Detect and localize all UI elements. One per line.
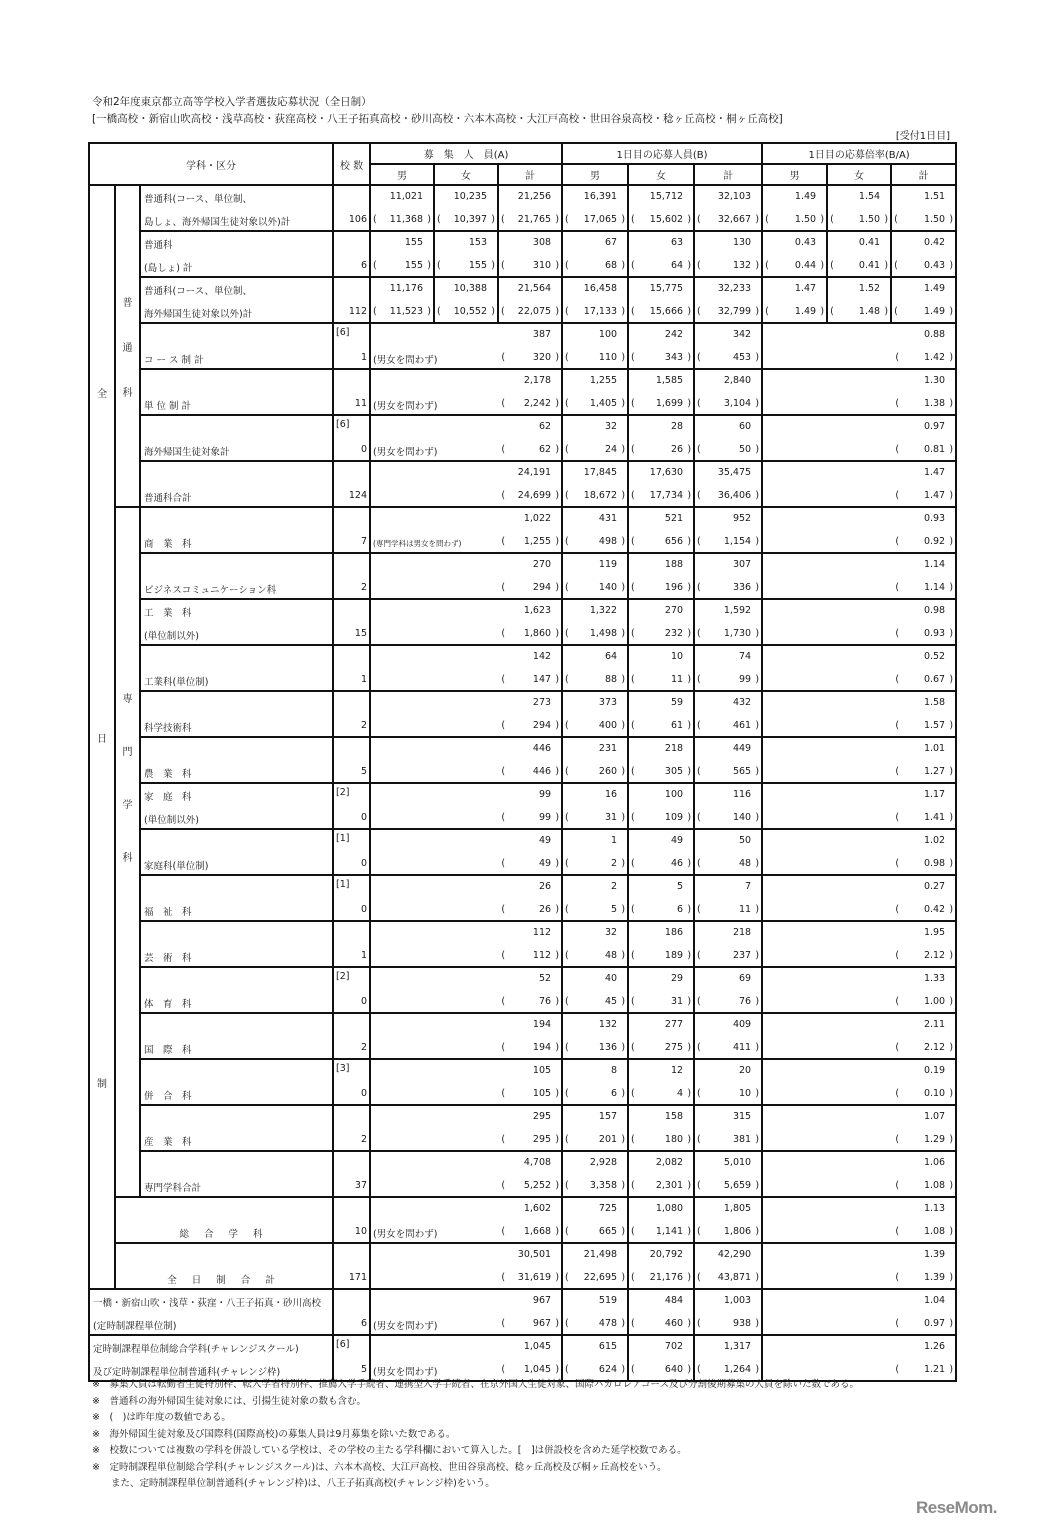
table-row [89, 599, 956, 645]
applicants-cell: 49 ( 46 ) [628, 829, 694, 875]
table-row [89, 1243, 956, 1289]
applicants-cell: 1,592 ( 1,730 ) [694, 599, 762, 645]
senmongakka-label: 専 門 学 科 [115, 507, 140, 1197]
applicants-cell: 188 ( 196 ) [628, 553, 694, 599]
table-row [89, 231, 956, 277]
applicants-cell: 1,805 ( 1,806 ) [694, 1197, 762, 1243]
applicants-cell: 32 ( 48 ) [562, 921, 628, 967]
applicants-cell: 431 ( 498 ) [562, 507, 628, 553]
school-count: 2 [333, 691, 370, 737]
applicants-cell: 100 ( 110 ) [562, 323, 628, 369]
applicants-cell: 1,322 ( 1,498 ) [562, 599, 628, 645]
applicants-cell: 2,928 ( 3,358 ) [562, 1151, 628, 1197]
applicants-cell: 119 ( 140 ) [562, 553, 628, 599]
capacity-total-cell: 24,191 ( 24,699 ) [370, 461, 562, 507]
table-row [89, 507, 956, 553]
header-b-male: 男 [562, 164, 628, 185]
row-label: 普通科合計 [140, 461, 333, 507]
applicants-cell: 130 ( 132 ) [694, 231, 762, 277]
applicants-cell: 42,290 ( 43,871 ) [694, 1243, 762, 1289]
school-count: 10 [333, 1197, 370, 1243]
school-count: 2 [333, 1013, 370, 1059]
header-a-total: 計 [498, 164, 562, 185]
capacity-total-cell: 99 ( 99 ) [370, 783, 562, 829]
ratio-total-cell: 1.58 ( 1.57 ) [762, 691, 956, 737]
row-label: 芸 術 科 [140, 921, 333, 967]
footnote: ※ 募集人員は転勤者生徒特別枠、転入学者特別枠、推薦入学手続者、連携型入学手続者、在京外国人生徒対象、国際バカロレアコース及び分割後期募集の人員を除いた数である。 [92, 1379, 860, 1390]
school-count: 2 [333, 1105, 370, 1151]
capacity-total-cell: 446 ( 446 ) [370, 737, 562, 783]
capacity-cell: 10,388 ( 10,552 ) [434, 277, 498, 323]
capacity-total-cell: 273 ( 294 ) [370, 691, 562, 737]
applicants-cell: 15,775 ( 15,666 ) [628, 277, 694, 323]
school-count: [6] 5 [333, 1335, 370, 1381]
table-row [89, 1151, 956, 1197]
ratio-total-cell: 0.19 ( 0.10 ) [762, 1059, 956, 1105]
applicants-cell: 50 ( 48 ) [694, 829, 762, 875]
table-row [89, 783, 956, 829]
applicants-cell: 1,317 ( 1,264 ) [694, 1335, 762, 1381]
applicants-cell: 67 ( 68 ) [562, 231, 628, 277]
school-count: 15 [333, 599, 370, 645]
footnote: ※ 校数については複数の学科を併設している学校は、その学校の主たる学科欄において算入した。[ ]は併設校を含めた延学校数である。 [92, 1445, 687, 1456]
ratio-total-cell: 0.97 ( 0.81 ) [762, 415, 956, 461]
table-row [89, 1289, 956, 1335]
capacity-total-cell: 49 ( 49 ) [370, 829, 562, 875]
applicants-cell: 132 ( 136 ) [562, 1013, 628, 1059]
capacity-total-cell: 1,623 ( 1,860 ) [370, 599, 562, 645]
row-label: 科学技術科 [140, 691, 333, 737]
capacity-total-cell: 4,708 ( 5,252 ) [370, 1151, 562, 1197]
table-row [89, 1105, 956, 1151]
school-count: 1 [333, 645, 370, 691]
applicants-cell: 1,003 ( 938 ) [694, 1289, 762, 1335]
ratio-total-cell: 1.95 ( 2.12 ) [762, 921, 956, 967]
ratio-total-cell: 1.07 ( 1.29 ) [762, 1105, 956, 1151]
capacity-cell: 308 ( 310 ) [498, 231, 562, 277]
applicants-cell: 20,792 ( 21,176 ) [628, 1243, 694, 1289]
table-row [89, 415, 956, 461]
applicants-cell: 158 ( 180 ) [628, 1105, 694, 1151]
school-count: 5 [333, 737, 370, 783]
capacity-total-cell: 26 ( 26 ) [370, 875, 562, 921]
row-label: 農 業 科 [140, 737, 333, 783]
futsuka-label: 普 通 科 [115, 185, 140, 507]
row-label: 体 育 科 [140, 967, 333, 1013]
capacity-cell: 21,256 ( 21,765 ) [498, 185, 562, 231]
row-label: 全 日 制 合 計 [115, 1243, 333, 1289]
ratio-total-cell: 1.17 ( 1.41 ) [762, 783, 956, 829]
school-count: 6 [333, 231, 370, 277]
applicants-cell: 2,840 ( 3,104 ) [694, 369, 762, 415]
table-row [89, 553, 956, 599]
school-count: [6] 1 [333, 323, 370, 369]
header-applicants-b: 1日目の応募人員(B) [562, 143, 762, 164]
footnotes [92, 1377, 859, 1493]
header-b-total: 計 [694, 164, 762, 185]
footnote: また、定時制課程単位制普通科(チャレンジ枠)は、八王子拓真高校(チャレンジ枠)をいう。 [92, 1478, 495, 1489]
applicants-cell: 5 ( 6 ) [628, 875, 694, 921]
applicants-cell: 307 ( 336 ) [694, 553, 762, 599]
school-count: [2] 0 [333, 967, 370, 1013]
applicants-cell: 32,233 ( 32,799 ) [694, 277, 762, 323]
applicants-cell: 17,630 ( 17,734 ) [628, 461, 694, 507]
applicants-cell: 20 ( 10 ) [694, 1059, 762, 1105]
header-r-male: 男 [762, 164, 827, 185]
application-status-table [88, 142, 957, 1382]
applicants-cell: 952 ( 1,154 ) [694, 507, 762, 553]
ratio-cell: 1.49 ( 1.50 ) [762, 185, 827, 231]
ratio-total-cell: 1.01 ( 1.27 ) [762, 737, 956, 783]
header-r-total: 計 [891, 164, 956, 185]
receipt-day-label: [受付1日目] [895, 131, 950, 142]
table-row [89, 369, 956, 415]
school-count: 7 [333, 507, 370, 553]
applicants-cell: 432 ( 461 ) [694, 691, 762, 737]
footnote: ※ 海外帰国生徒対象及び国際科(国際高校)の募集人員は9月募集を除いた数である。 [92, 1428, 456, 1440]
table-row [89, 1197, 956, 1243]
applicants-cell: 725 ( 665 ) [562, 1197, 628, 1243]
school-list-subtitle: [一橋高校・新宿山吹高校・浅草高校・荻窪高校・八王子拓真高校・砂川高校・六本木高校・大江戸高校・世田谷泉高校・稔ヶ丘高校・桐ヶ丘高校] [92, 113, 783, 125]
row-label: ビジネスコミュニケーション科 [140, 553, 333, 599]
school-count: [3] 0 [333, 1059, 370, 1105]
row-label: 家 庭 科 (単位制以外) [140, 783, 333, 829]
applicants-cell: 484 ( 460 ) [628, 1289, 694, 1335]
capacity-total-cell: (専門学科は男女を問わず) 1,022 ( 1,255 ) [370, 507, 562, 553]
applicants-cell: 157 ( 201 ) [562, 1105, 628, 1151]
ratio-total-cell: 0.52 ( 0.67 ) [762, 645, 956, 691]
table-row [89, 323, 956, 369]
ratio-cell: 1.52 ( 1.48 ) [827, 277, 891, 323]
zennichisei-label: 全 日 制 [89, 185, 115, 1289]
row-label: 家庭科(単位制) [140, 829, 333, 875]
capacity-total-cell: 30,501 ( 31,619 ) [370, 1243, 562, 1289]
applicants-cell: 32 ( 24 ) [562, 415, 628, 461]
ratio-total-cell: 1.13 ( 1.08 ) [762, 1197, 956, 1243]
row-label: 専門学科合計 [140, 1151, 333, 1197]
ratio-total-cell: 0.93 ( 0.92 ) [762, 507, 956, 553]
capacity-cell: 155 ( 155 ) [370, 231, 434, 277]
applicants-cell: 218 ( 237 ) [694, 921, 762, 967]
applicants-cell: 521 ( 656 ) [628, 507, 694, 553]
row-label: 工業科(単位制) [140, 645, 333, 691]
capacity-total-cell: 105 ( 105 ) [370, 1059, 562, 1105]
applicants-cell: 277 ( 275 ) [628, 1013, 694, 1059]
capacity-cell: 11,021 ( 11,368 ) [370, 185, 434, 231]
row-label: 単 位 制 計 [140, 369, 333, 415]
ratio-total-cell: 1.26 ( 1.21 ) [762, 1335, 956, 1381]
applicants-cell: 40 ( 45 ) [562, 967, 628, 1013]
table-row [89, 737, 956, 783]
header-capacity-a: 募 集 人 員(A) [370, 143, 562, 164]
ratio-total-cell: 1.06 ( 1.08 ) [762, 1151, 956, 1197]
ratio-total-cell: 0.98 ( 0.93 ) [762, 599, 956, 645]
applicants-cell: 218 ( 305 ) [628, 737, 694, 783]
header-b-female: 女 [628, 164, 694, 185]
ratio-total-cell: 1.33 ( 1.00 ) [762, 967, 956, 1013]
ratio-total-cell: 0.88 ( 1.42 ) [762, 323, 956, 369]
ratio-total-cell: 1.14 ( 1.14 ) [762, 553, 956, 599]
capacity-total-cell: (男女を問わず) 1,602 ( 1,668 ) [370, 1197, 562, 1243]
applicants-cell: 449 ( 565 ) [694, 737, 762, 783]
document-title: 令和2年度東京都立高等学校入学者選抜応募状況（全日制） [92, 96, 372, 108]
capacity-total-cell: (男女を問わず) 2,178 ( 2,242 ) [370, 369, 562, 415]
applicants-cell: 2 ( 5 ) [562, 875, 628, 921]
applicants-cell: 1,080 ( 1,141 ) [628, 1197, 694, 1243]
row-label: 普通科 (島しょ) 計 [140, 231, 333, 277]
row-label: 普通科(コース、単位制、 海外帰国生徒対象以外)計 [140, 277, 333, 323]
header-schools: 校 数 [333, 143, 370, 185]
ratio-total-cell: 1.47 ( 1.47 ) [762, 461, 956, 507]
applicants-cell: 342 ( 453 ) [694, 323, 762, 369]
applicants-cell: 21,498 ( 22,695 ) [562, 1243, 628, 1289]
table-row [89, 1335, 956, 1381]
applicants-cell: 1 ( 2 ) [562, 829, 628, 875]
ratio-total-cell: 0.27 ( 0.42 ) [762, 875, 956, 921]
applicants-cell: 7 ( 11 ) [694, 875, 762, 921]
applicants-cell: 17,845 ( 18,672 ) [562, 461, 628, 507]
header-r-female: 女 [827, 164, 891, 185]
capacity-cell: 21,564 ( 22,075 ) [498, 277, 562, 323]
applicants-cell: 32,103 ( 32,667 ) [694, 185, 762, 231]
applicants-cell: 615 ( 624 ) [562, 1335, 628, 1381]
resemom-logo: ReseMom. [915, 1498, 997, 1517]
row-label: 商 業 科 [140, 507, 333, 553]
applicants-cell: 29 ( 31 ) [628, 967, 694, 1013]
table-row [89, 1013, 956, 1059]
applicants-cell: 28 ( 26 ) [628, 415, 694, 461]
school-count: [1] 0 [333, 829, 370, 875]
ratio-total-cell: 1.39 ( 1.39 ) [762, 1243, 956, 1289]
ratio-total-cell: 1.04 ( 0.97 ) [762, 1289, 956, 1335]
applicants-cell: 12 ( 4 ) [628, 1059, 694, 1105]
applicants-cell: 100 ( 109 ) [628, 783, 694, 829]
school-count: 37 [333, 1151, 370, 1197]
school-count: [2] 0 [333, 783, 370, 829]
capacity-cell: 153 ( 155 ) [434, 231, 498, 277]
table-row [89, 967, 956, 1013]
applicants-cell: 60 ( 50 ) [694, 415, 762, 461]
ratio-cell: 0.42 ( 0.43 ) [891, 231, 956, 277]
ratio-cell: 0.43 ( 0.44 ) [762, 231, 827, 277]
row-label: 総 合 学 科 [115, 1197, 333, 1243]
table-row [89, 921, 956, 967]
capacity-total-cell: 270 ( 294 ) [370, 553, 562, 599]
applicants-cell: 16,391 ( 17,065 ) [562, 185, 628, 231]
table-row [89, 1059, 956, 1105]
ratio-cell: 0.41 ( 0.41 ) [827, 231, 891, 277]
applicants-cell: 702 ( 640 ) [628, 1335, 694, 1381]
school-count: 106 [333, 185, 370, 231]
applicants-cell: 231 ( 260 ) [562, 737, 628, 783]
row-label: 併 合 科 [140, 1059, 333, 1105]
capacity-cell: 10,235 ( 10,397 ) [434, 185, 498, 231]
table-row [89, 691, 956, 737]
applicants-cell: 5,010 ( 5,659 ) [694, 1151, 762, 1197]
capacity-total-cell: (男女を問わず) 62 ( 62 ) [370, 415, 562, 461]
applicants-cell: 409 ( 411 ) [694, 1013, 762, 1059]
ratio-total-cell: 1.02 ( 0.98 ) [762, 829, 956, 875]
ratio-cell: 1.49 ( 1.49 ) [891, 277, 956, 323]
applicants-cell: 64 ( 88 ) [562, 645, 628, 691]
table-row [89, 461, 956, 507]
capacity-total-cell: 194 ( 194 ) [370, 1013, 562, 1059]
school-count: 1 [333, 921, 370, 967]
school-count: [1] 0 [333, 875, 370, 921]
applicants-cell: 373 ( 400 ) [562, 691, 628, 737]
ratio-cell: 1.51 ( 1.50 ) [891, 185, 956, 231]
ratio-total-cell: 2.11 ( 2.12 ) [762, 1013, 956, 1059]
school-count: 11 [333, 369, 370, 415]
capacity-total-cell: (男女を問わず) 387 ( 320 ) [370, 323, 562, 369]
school-count: [6] 0 [333, 415, 370, 461]
school-count: 112 [333, 277, 370, 323]
applicants-cell: 116 ( 140 ) [694, 783, 762, 829]
capacity-cell: 11,176 ( 11,523 ) [370, 277, 434, 323]
applicants-cell: 1,585 ( 1,699 ) [628, 369, 694, 415]
capacity-total-cell: (男女を問わず) 967 ( 967 ) [370, 1289, 562, 1335]
applicants-cell: 10 ( 11 ) [628, 645, 694, 691]
applicants-cell: 242 ( 343 ) [628, 323, 694, 369]
capacity-total-cell: 112 ( 112 ) [370, 921, 562, 967]
capacity-total-cell: 52 ( 76 ) [370, 967, 562, 1013]
table-row [89, 277, 956, 323]
applicants-cell: 69 ( 76 ) [694, 967, 762, 1013]
header-category: 学科・区分 [89, 143, 333, 185]
applicants-cell: 16,458 ( 17,133 ) [562, 277, 628, 323]
applicants-cell: 519 ( 478 ) [562, 1289, 628, 1335]
capacity-total-cell: 142 ( 147 ) [370, 645, 562, 691]
applicants-cell: 315 ( 381 ) [694, 1105, 762, 1151]
applicants-cell: 270 ( 232 ) [628, 599, 694, 645]
table-row [89, 645, 956, 691]
school-count: 6 [333, 1289, 370, 1335]
row-label: コ ー ス 制 計 [140, 323, 333, 369]
row-label: 福 祉 科 [140, 875, 333, 921]
applicants-cell: 8 ( 6 ) [562, 1059, 628, 1105]
applicants-cell: 2,082 ( 2,301 ) [628, 1151, 694, 1197]
header-a-female: 女 [434, 164, 498, 185]
row-label: 一橋・新宿山吹・浅草・荻窪・八王子拓真・砂川高校 (定時制課程単位制) [89, 1289, 333, 1335]
applicants-cell: 186 ( 189 ) [628, 921, 694, 967]
applicants-cell: 15,712 ( 15,602 ) [628, 185, 694, 231]
ratio-cell: 1.47 ( 1.49 ) [762, 277, 827, 323]
row-label: 国 際 科 [140, 1013, 333, 1059]
capacity-total-cell: (男女を問わず) 1,045 ( 1,045 ) [370, 1335, 562, 1381]
table-row [89, 829, 956, 875]
table-row [89, 185, 956, 231]
applicants-cell: 16 ( 31 ) [562, 783, 628, 829]
header-a-male: 男 [370, 164, 434, 185]
applicants-cell: 74 ( 99 ) [694, 645, 762, 691]
row-label: 普通科(コース、単位制、 島しょ、海外帰国生徒対象以外)計 [140, 185, 333, 231]
applicants-cell: 63 ( 64 ) [628, 231, 694, 277]
row-label: 定時制課程単位制総合学科(チャレンジスクール) 及び定時制課程単位制普通科(チャレンジ枠) [89, 1335, 333, 1381]
row-label: 産 業 科 [140, 1105, 333, 1151]
table-row [89, 875, 956, 921]
applicants-cell: 35,475 ( 36,406 ) [694, 461, 762, 507]
school-count: 2 [333, 553, 370, 599]
row-label: 工 業 科 (単位制以外) [140, 599, 333, 645]
row-label: 海外帰国生徒対象計 [140, 415, 333, 461]
footnote: ※ 定時制課程単位制総合学科(チャレンジスクール)は、六本木高校、大江戸高校、世田谷泉高校、稔ヶ丘高校及び桐ヶ丘高校をいう。 [92, 1461, 667, 1473]
footnote: ※ ( )は昨年度の数値である。 [92, 1412, 231, 1423]
ratio-cell: 1.54 ( 1.50 ) [827, 185, 891, 231]
capacity-total-cell: 295 ( 295 ) [370, 1105, 562, 1151]
footnote: ※ 普通科の海外帰国生徒対象には、引揚生徒対象の数も含む。 [92, 1395, 366, 1407]
applicants-cell: 59 ( 61 ) [628, 691, 694, 737]
ratio-total-cell: 1.30 ( 1.38 ) [762, 369, 956, 415]
school-count: 171 [333, 1243, 370, 1289]
applicants-cell: 1,255 ( 1,405 ) [562, 369, 628, 415]
school-count: 124 [333, 461, 370, 507]
header-ratio: 1日目の応募倍率(B/A) [762, 143, 956, 164]
